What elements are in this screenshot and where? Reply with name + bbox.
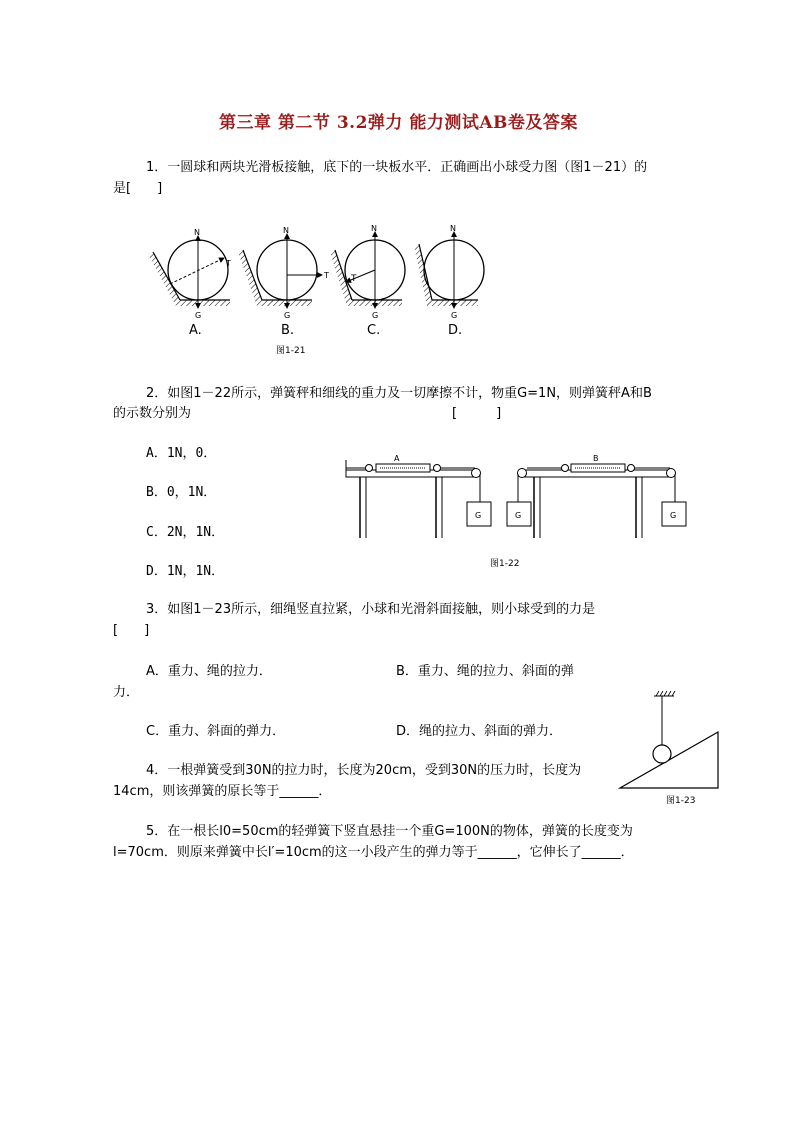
scale-a-label: A [394, 454, 400, 463]
q4-text-line1: 4．一根弹簧受到30N的拉力时，长度为20cm，受到30N的压力时，长度为 [146, 763, 582, 778]
figure-1-22 [340, 450, 690, 572]
fig-a [148, 228, 231, 338]
figure-1-23-caption: 图1-23 [666, 796, 696, 806]
q3-option-a: A．重力、绳的拉力． [146, 664, 272, 679]
page-title: 第三章 第二节 3.2弹力 能力测试AB卷及答案 [219, 113, 578, 133]
q3-text-line2: [ ] [113, 623, 150, 638]
fig-option-b: B. [281, 323, 295, 338]
q3-option-d: D．绳的拉力、斜面的弹力． [396, 724, 563, 739]
fig-b-n-label: N [283, 226, 289, 235]
q2-option-a: A．1N，0． [146, 446, 217, 461]
fig-option-c: C. [367, 323, 381, 338]
fig-b-t-label: T [324, 271, 329, 280]
right-table [507, 454, 686, 538]
weight-left-label: G [475, 511, 482, 520]
fig-option-a: A. [189, 323, 202, 338]
q2-option-d: D．1N，1N． [146, 564, 225, 579]
q2-answer-bracket: [ ] [452, 406, 502, 421]
q3-option-b-cont: 力． [113, 685, 140, 700]
q5-text-line2: l=70cm．则原来弹簧中长l′=10cm的这一小段产生的弹力等于______，它伸长了______． [113, 845, 634, 860]
fig-b [238, 226, 329, 338]
q2-option-b: B．0，1N． [146, 485, 217, 500]
q2-option-c: C．2N，1N． [146, 525, 225, 540]
q1-text-line1: 1．一圆球和两块光滑板接触，底下的一块板水平．正确画出小球受力图（图1－21）的 [146, 160, 648, 175]
fig-d [414, 224, 484, 338]
q3-option-c: C．重力、斜面的弹力． [146, 724, 286, 739]
fig-a-g-label: G [195, 311, 202, 320]
figure-1-21-caption: 图1-21 [276, 346, 306, 356]
fig-a-t-label: T [226, 259, 231, 268]
fig-d-g-label: G [451, 311, 458, 320]
q2-text-line2: 的示数分别为 [113, 406, 192, 421]
left-table [346, 454, 491, 538]
q2-text-line1: 2．如图1－22所示，弹簧秤和细线的重力及一切摩擦不计，物重G=1N，则弹簧秤A和B [146, 386, 652, 401]
scale-b-label: B [593, 454, 599, 463]
fig-d-n-label: N [450, 224, 456, 233]
q4-text-line2: 14cm，则该弹簧的原长等于______． [113, 784, 332, 799]
fig-c-n-label: N [371, 224, 377, 233]
q3-text-line1: 3．如图1－23所示，细绳竖直拉紧，小球和光滑斜面接触，则小球受到的力是 [146, 602, 596, 617]
fig-b-g-label: G [284, 311, 291, 320]
figure-1-21 [140, 222, 500, 357]
fig-c [330, 224, 405, 338]
q3-option-b: B．重力、绳的拉力、斜面的弹 [396, 664, 574, 679]
fig-c-t-label: T [351, 274, 357, 284]
q1-text-line2: 是[ ] [113, 181, 163, 196]
fig-a-n-label: N [194, 228, 200, 237]
q5-text-line1: 5．在一根长l0=50cm的轻弹簧下竖直悬挂一个重G=100N的物体，弹簧的长度变为 [146, 824, 633, 839]
weight-right-label: G [670, 511, 677, 520]
weight-mid-label: G [515, 511, 522, 520]
fig-c-g-label: G [372, 311, 379, 320]
figure-1-22-caption: 图1-22 [490, 559, 520, 569]
fig-option-d: D. [448, 323, 463, 338]
figure-1-23 [616, 688, 726, 810]
